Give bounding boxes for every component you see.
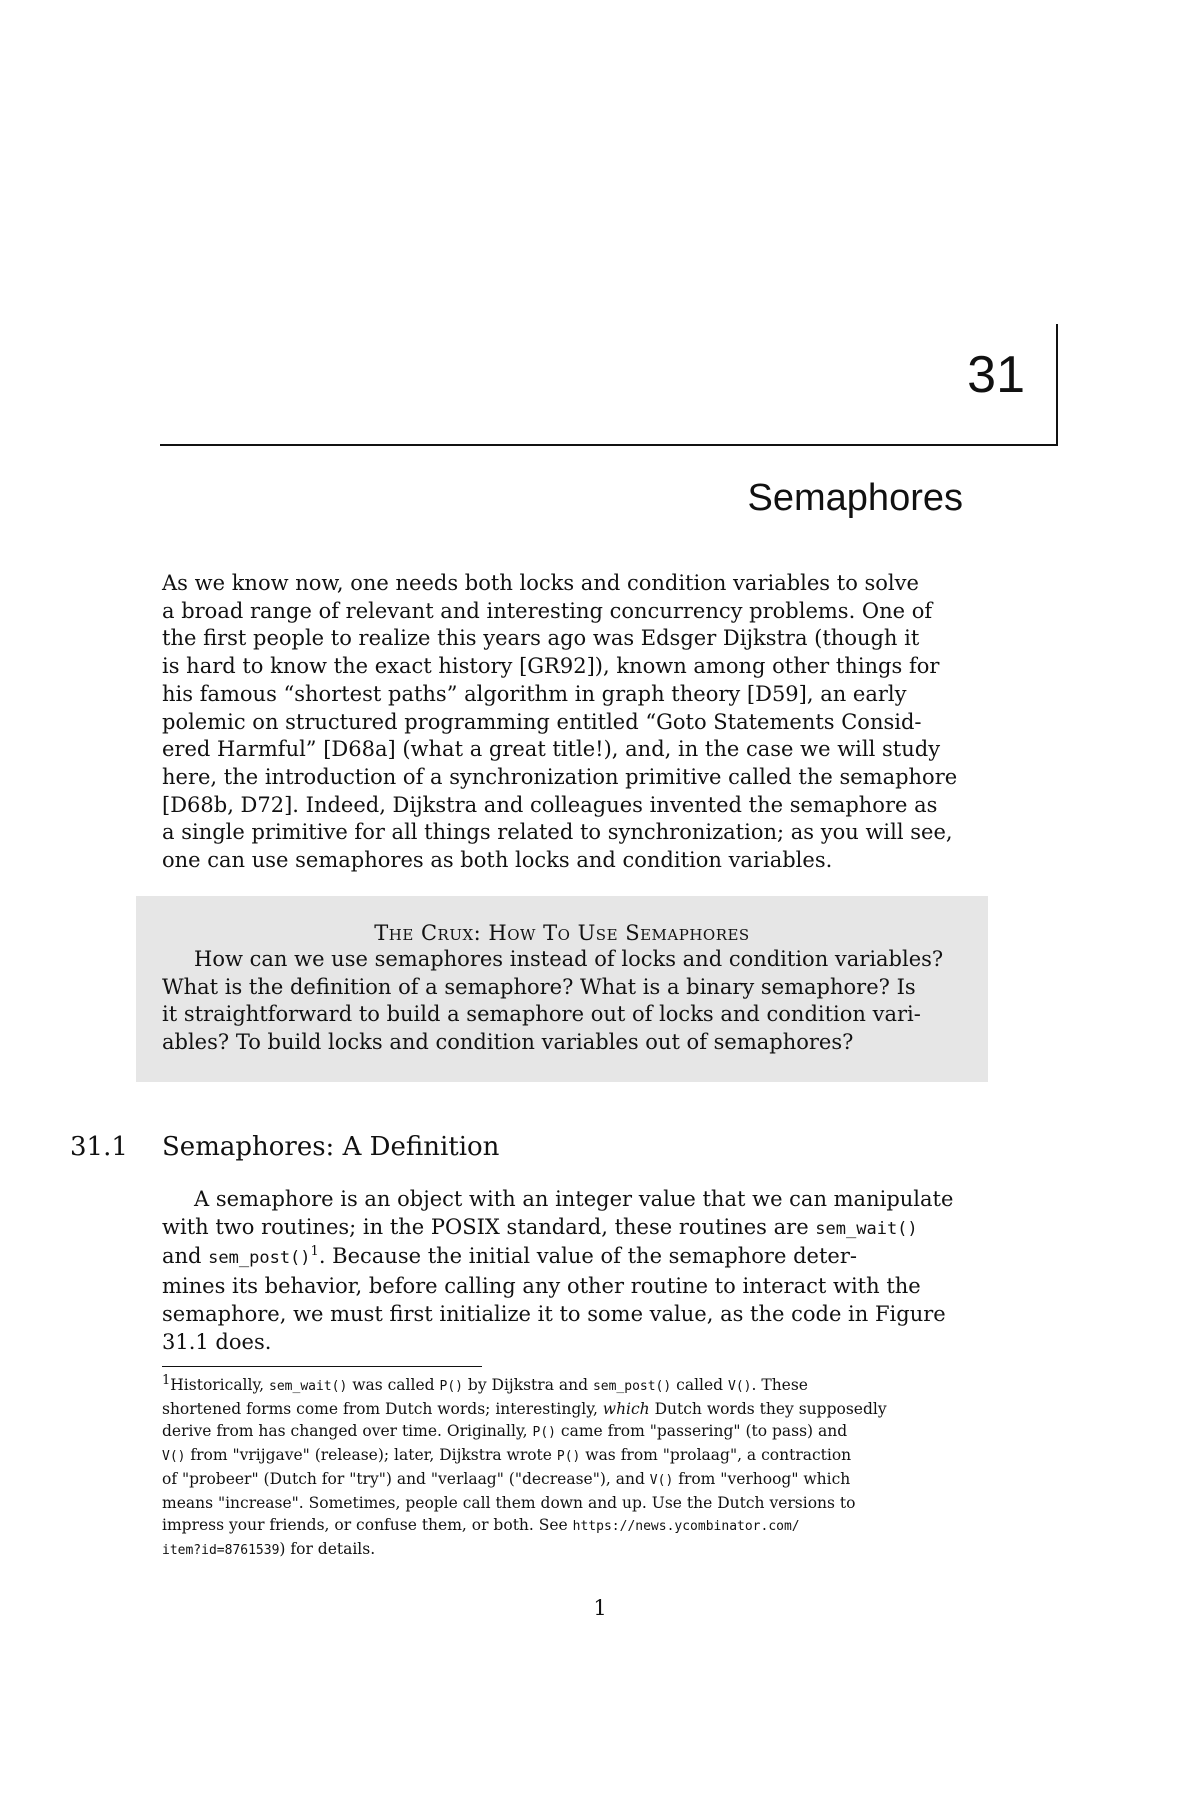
- chapter-title: Semaphores: [747, 477, 963, 519]
- footnote-link[interactable]: 9: [271, 1543, 280, 1558]
- section-text: and: [162, 1244, 209, 1269]
- footnote-emphasis: which: [602, 1400, 650, 1418]
- intro-line: ered Harmful” [D68a] (what a great title!), and, in the case we will study: [162, 737, 941, 762]
- footnote-text: called: [671, 1376, 729, 1394]
- section-number: 31.1: [70, 1132, 128, 1162]
- footnote: [162, 1374, 962, 1562]
- intro-line: a single primitive for all things related to synchronization; as you will see,: [162, 820, 953, 845]
- footnote-text: by Dijkstra and: [462, 1376, 593, 1394]
- footnote-link[interactable]: https://news.ycombinator.com/: [572, 1519, 800, 1534]
- footnote-number: 1: [162, 1372, 171, 1388]
- intro-line: here, the introduction of a synchronization primitive called the semaphore: [162, 764, 958, 789]
- footnote-line: [162, 1374, 962, 1398]
- footnote-line: means "increase". Sometimes, people call them down and up. Use the Dutch versions to: [162, 1494, 856, 1512]
- footnote-rule: [162, 1366, 482, 1367]
- code: V(): [728, 1379, 752, 1394]
- footnote-text: came from "passering" (to pass) and: [556, 1422, 848, 1440]
- code: sem_post(): [592, 1379, 672, 1394]
- chapter-rule-vertical: [1056, 324, 1058, 446]
- footnote-text: from "verhoog" which: [673, 1470, 851, 1488]
- footnote-text: Historically,: [170, 1376, 270, 1394]
- crux-line: ables? To build locks and condition variables out of semaphores?: [162, 1030, 854, 1055]
- section-text: with two routines; in the POSIX standard, these routines are: [162, 1214, 816, 1239]
- footnote-line: [162, 1444, 962, 1468]
- footnote-text: derive from has changed over time. Originally,: [162, 1422, 533, 1440]
- code: P(): [439, 1379, 463, 1394]
- footnote-text: . These: [751, 1376, 808, 1394]
- code: sem_wait(): [269, 1379, 348, 1394]
- footnote-text: Dutch words they supposedly: [649, 1400, 887, 1418]
- intro-line: polemic on structured programming entitled “Goto Statements Consid-: [162, 709, 922, 734]
- footnote-text: ) for details.: [279, 1540, 376, 1558]
- code: V(): [649, 1473, 674, 1488]
- crux-line: it straightforward to build a semaphore out of locks and condition vari-: [162, 1002, 921, 1027]
- intro-line: his famous “shortest paths” algorithm in graph theory [D59], an early: [162, 681, 907, 706]
- footnote-line: [162, 1514, 962, 1538]
- footnote-line: [162, 1538, 962, 1562]
- chapter-rule-horizontal: [160, 444, 1058, 446]
- intro-line: is hard to know the exact history [GR92]), known among other things for: [162, 654, 940, 679]
- code: P(): [556, 1449, 581, 1464]
- code-sem-post: sem_post(): [208, 1248, 311, 1269]
- footnote-line: [162, 1468, 962, 1492]
- crux-title: The Crux: How To Use Semaphores: [374, 921, 750, 945]
- footnote-text: of "probeer" (Dutch for "try") and "verlaag" ("decrease"), and: [162, 1470, 650, 1488]
- chapter-number: 31: [967, 346, 1025, 404]
- code-sem-wait: sem_wait(): [815, 1218, 918, 1239]
- intro-line: [D68b, D72]. Indeed, Dijkstra and colleagues invented the semaphore as: [162, 792, 938, 817]
- intro-paragraph: [162, 570, 962, 875]
- section-line: A semaphore is an object with an integer value that we can manipulate: [194, 1187, 954, 1211]
- section-title: Semaphores: A Definition: [162, 1132, 500, 1162]
- footnote-text: was from "prolaag", a contraction: [580, 1446, 852, 1464]
- footnote-text: from "vrijgave" (release); later, Dijkstra wrote: [185, 1446, 557, 1464]
- section-line: 31.1 does.: [162, 1329, 272, 1354]
- crux-line: What is the definition of a semaphore? What is a binary semaphore? Is: [162, 974, 916, 999]
- footnote-line: [162, 1398, 962, 1420]
- footnote-text: was called: [347, 1376, 440, 1394]
- section-line: mines its behavior, before calling any other routine to interact with the: [162, 1274, 921, 1299]
- intro-line: one can use semaphores as both locks and condition variables.: [162, 848, 833, 873]
- intro-line: a broad range of relevant and interesting concurrency problems. One of: [162, 598, 933, 623]
- section-text: . Because the initial value of the semaphore deter-: [318, 1244, 857, 1269]
- section-line: [162, 1243, 962, 1273]
- page-number: 1: [593, 1596, 607, 1620]
- code: V(): [162, 1449, 186, 1464]
- intro-line: the first people to realize this years ago was Edsger Dijkstra (though it: [162, 626, 920, 651]
- section-line: semaphore, we must first initialize it to some value, as the code in Figure: [162, 1301, 946, 1326]
- footnote-text: impress your friends, or confuse them, or both. See: [162, 1516, 573, 1534]
- footnote-marker[interactable]: 1: [310, 1244, 319, 1260]
- crux-line: How can we use semaphores instead of locks and condition variables?: [194, 947, 944, 971]
- footnote-link[interactable]: item?id=876153: [162, 1543, 272, 1558]
- section-line: [162, 1214, 962, 1244]
- crux-body: [162, 946, 962, 1057]
- section-paragraph: [162, 1186, 962, 1356]
- intro-line: As we know now, one needs both locks and condition variables to solve: [162, 571, 919, 595]
- code: P(): [532, 1425, 556, 1440]
- footnote-line: [162, 1420, 962, 1444]
- footnote-text: shortened forms come from Dutch words; interestingly,: [162, 1400, 603, 1418]
